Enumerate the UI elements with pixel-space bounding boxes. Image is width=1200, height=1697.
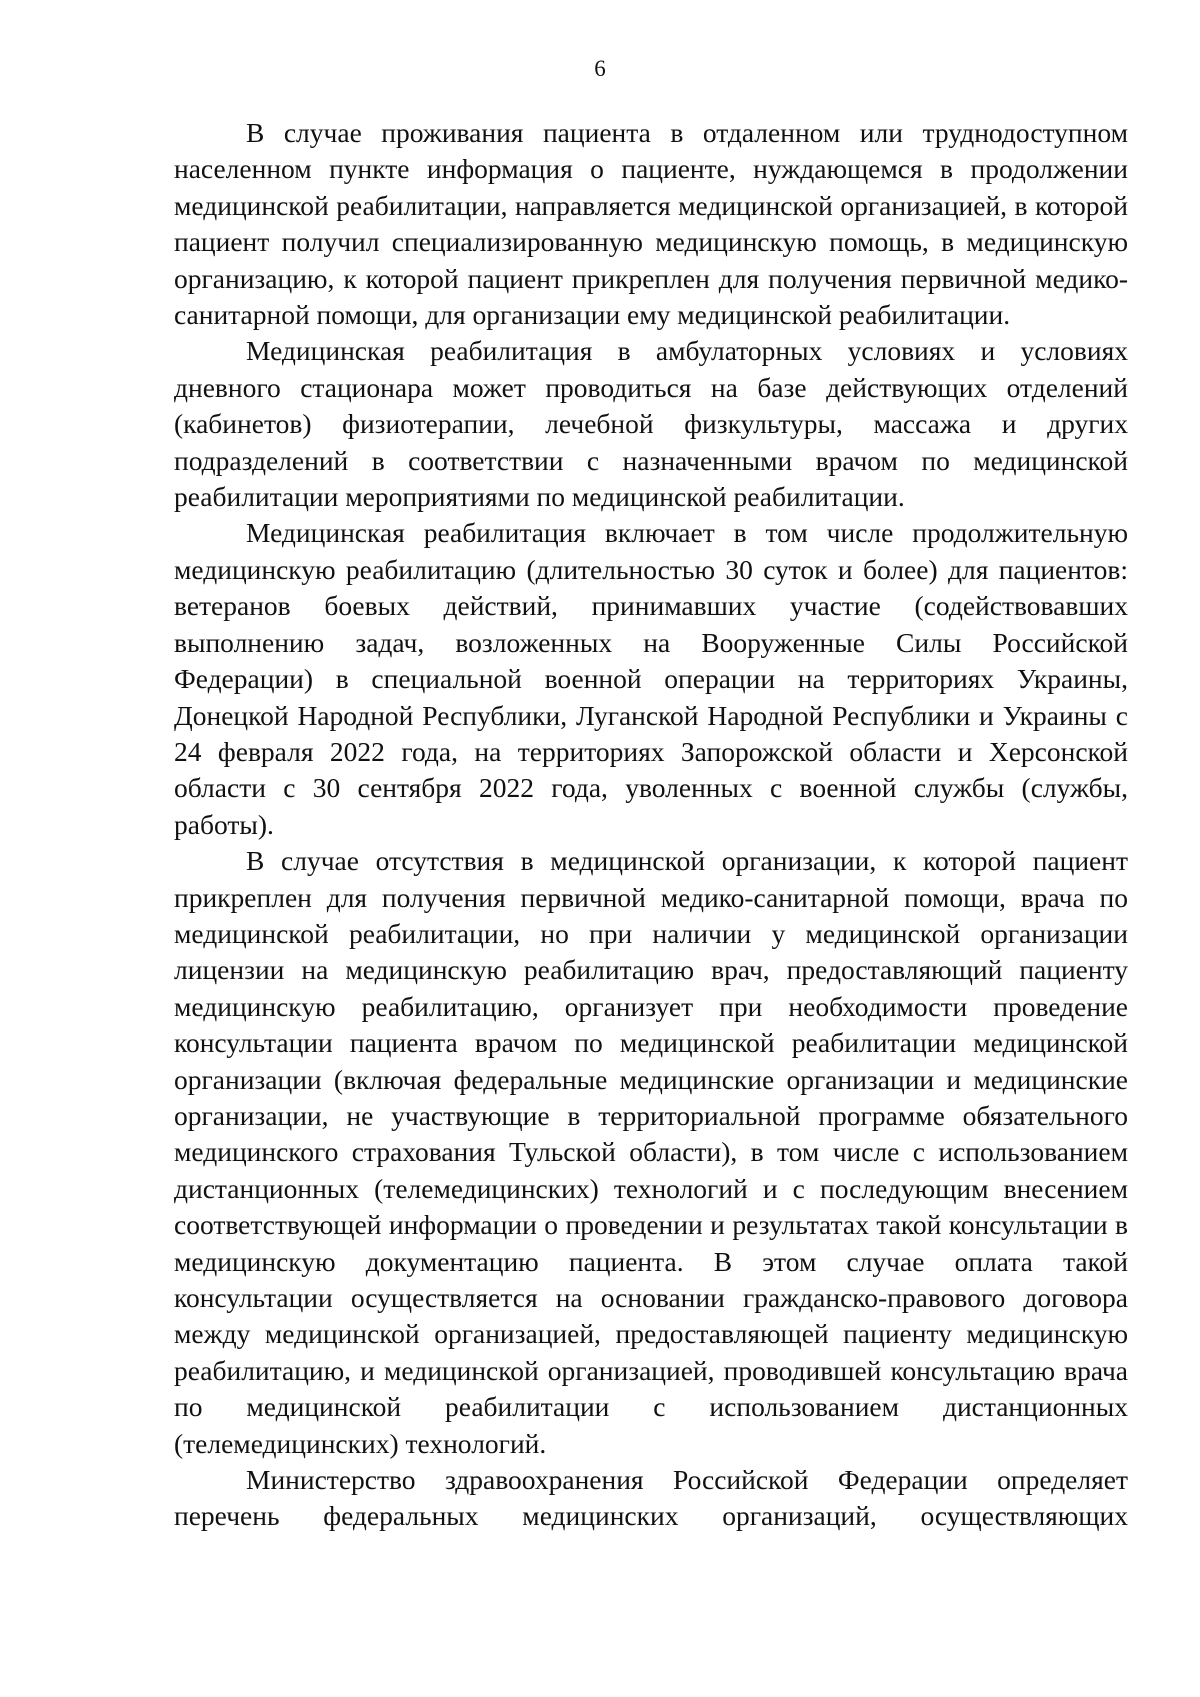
paragraph-consultation: В случае отсутствия в медицинской организации, к которой пациент прикреплен для получения первичной медико-санитарной помощи, врача по медицинской реабилитации, но при наличии у медицинской организации лицензии на медицинскую реабилитацию врач, предоставляющий пациенту медицинскую реабилитацию, организует при необходимости проведение консультации пациента врачом по медицинской реабилитации медицинской организации (включая федеральные медицинские организации и медицинские организации, не участвующие в территориальной программе обязательного медицинского страхования Тульской области), в том числе с использованием дистанционных (телемедицинских) технологий и с последующим внесением соответствующей информации о проведении и результатах такой консультации в медицинскую документацию пациента. В этом случае оплата такой консультации осуществляется на основании гражданско-правового договора между медицинской организацией, предоставляющей пациенту медицинскую реабилитацию, и медицинской организацией, проводившей консультацию врача по медицинской реабилитации с использованием дистанционных (телемедицинских) технологий. bbox=[174, 845, 1128, 1459]
document-body bbox=[174, 115, 1128, 1535]
paragraph-remote-residence: В случае проживания пациента в отдаленном или труднодоступном населенном пункте информация о пациенте, нуждающемся в продолжении медицинской реабилитации, направляется медицинской организацией, в которой пациент получил специализированную медицинскую помощь, в медицинскую организацию, к которой пациент прикреплен для получения первичной медико-санитарной помощи, для организации ему медицинской реабилитации. bbox=[174, 117, 1128, 331]
paragraph-long-term-rehabilitation: Медицинская реабилитация включает в том числе продолжительную медицинскую реабилитацию (длительностью 30 суток и более) для пациентов: ветеранов боевых действий, принимавших участие (содействовавших выполнению задач, возложенных на Вооруженные Силы Российской Федерации) в специальной военной операции на территориях Украины, Донецкой Народной Республики, Луганской Народной Республики и Украины с 24 февраля 2022 года, на территориях Запорожской области и Херсонской области с 30 сентября 2022 года, уволенных с военной службы (службы, работы). bbox=[174, 517, 1128, 840]
page-number: 6 bbox=[594, 56, 606, 81]
paragraph-ministry: Министерство здравоохранения Российской Федерации определяет перечень федеральных медицинских организаций, осуществляющих bbox=[174, 1464, 1128, 1532]
paragraph-outpatient-rehabilitation: Медицинская реабилитация в амбулаторных условиях и условиях дневного стационара может проводиться на базе действующих отделений (кабинетов) физиотерапии, лечебной физкультуры, массажа и других подразделений в соответствии с назначенными врачом по медицинской реабилитации мероприятиями по медицинской реабилитации. bbox=[174, 335, 1128, 513]
